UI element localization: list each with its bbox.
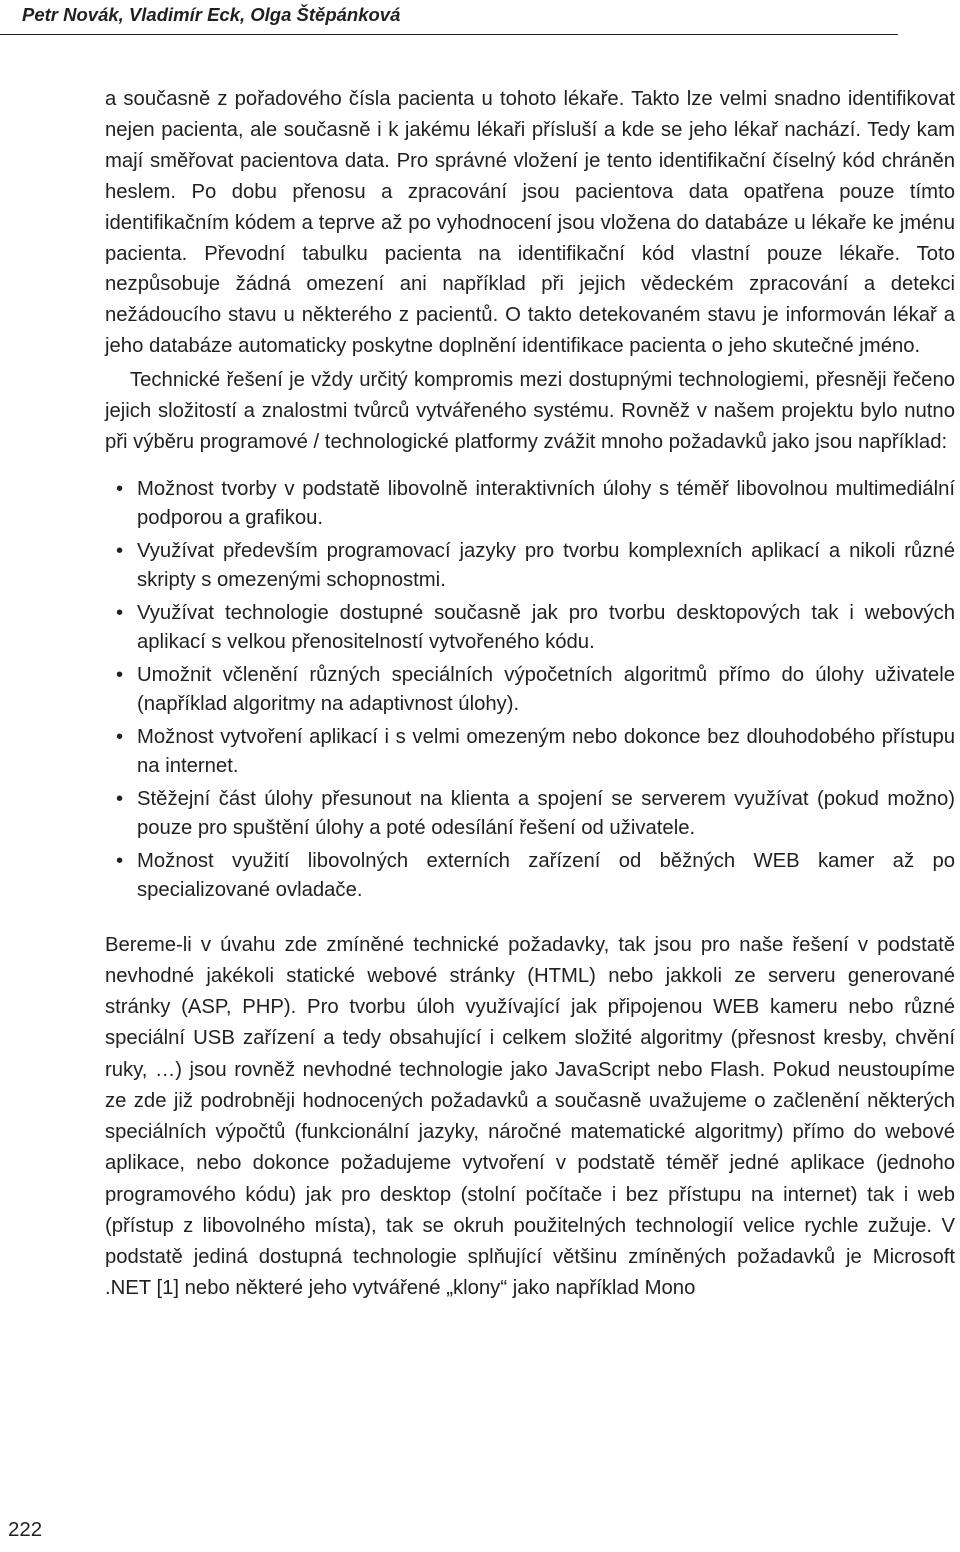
paragraph: Bereme-li v úvahu zde zmíněné technické požadavky, tak jsou pro naše řešení v podstatě nevhodné jakékoli statické webové stránky (HTML) nebo jakkoli ze serveru generované stránky (ASP, PHP). Pro tvorbu úloh využívající jak připojenou WEB kameru nebo různé speciální USB zařízení a tedy obsahující i celkem složité algoritmy (přesnost kresby, chvění ruky, …) jsou rovněž nevhodné technologie jako JavaScript nebo Flash. Pokud neustoupíme ze zde již podrobněji hodnocených požadavků a současně uvažujeme o začlenění některých speciálních výpočtů (funkcionální jazyky, náročné matematické algoritmy) přímo do webové aplikace, nebo dokonce požadujeme vytvoření v podstatě téměř jedné aplikace (jednoho programového kódu) jak pro desktop (stolní počítače i bez přístupu na internet) tak i web (přístup z libovolného místa), tak se okruh použitelných technologií velice rychle zužuje. V podstatě jediná dostupná technologie splňující většinu zmíněných požadavků je Microsoft .NET [1] nebo některé jeho vytvářené „klony“ jako například Mono bbox=[105, 933, 955, 1300]
list-item-text: Umožnit včlenění různých speciálních výpočetních algoritmů přímo do úlohy uživatele (například algoritmy na adaptivnost úlohy). bbox=[137, 663, 955, 716]
list-item-text: Možnost využití libovolných externích zařízení od běžných WEB kamer až po specializované ovladače. bbox=[137, 849, 955, 902]
list-item bbox=[105, 537, 955, 596]
bullet-marker: • bbox=[116, 539, 124, 562]
list-item bbox=[105, 785, 955, 844]
paragraph: Technické řešení je vždy určitý kompromis mezi dostupnými technologiemi, přesněji řečeno jejich složitostí a znalostmi tvůrců vytvářeného systému. Rovněž v našem projektu bylo nutno při výběru programové / technologické platformy zvážit mnoho požadavků jako jsou například: bbox=[105, 369, 955, 453]
bullet-marker: • bbox=[116, 663, 124, 686]
list-item bbox=[105, 475, 955, 534]
bullet-marker: • bbox=[116, 477, 124, 500]
list-item-text: Možnost vytvoření aplikací i s velmi omezeným nebo dokonce bez dlouhodobého přístupu na internet. bbox=[137, 725, 955, 778]
requirements-list bbox=[105, 475, 955, 906]
bullet-marker: • bbox=[116, 601, 124, 624]
page-number: 222 bbox=[8, 1518, 43, 1541]
list-item-text: Využívat technologie dostupné současně jak pro tvorbu desktopových tak i webových aplikací s velkou přenositelností vytvořeného kódu. bbox=[137, 601, 955, 654]
list-item-text: Stěžejní část úlohy přesunout na klienta a spojení se serverem využívat (pokud možno) pouze pro spuštění úlohy a poté odesílání řešení od uživatele. bbox=[137, 787, 955, 840]
bullet-marker: • bbox=[116, 725, 124, 748]
header-divider bbox=[0, 34, 898, 35]
bullet-marker: • bbox=[116, 849, 124, 872]
list-item-text: Využívat především programovací jazyky pro tvorbu komplexních aplikací a nikoli různé skripty s omezenými schopnostmi. bbox=[137, 539, 955, 592]
list-item bbox=[105, 723, 955, 782]
list-item bbox=[105, 661, 955, 720]
list-item bbox=[105, 599, 955, 658]
list-item-text: Možnost tvorby v podstatě libovolně interaktivních úlohy s téměř libovolnou multimediální podporou a grafikou. bbox=[137, 477, 955, 530]
paragraph: a současně z pořadového čísla pacienta u tohoto lékaře. Takto lze velmi snadno identifikovat nejen pacienta, ale současně i k jakému lékaři přísluší a kde se jeho lékař nachází. Tedy kam mají směřovat pacientova data. Pro správné vložení je tento identifikační číselný kód chráněn heslem. Po dobu přenosu a zpracování jsou pacientova data opatřena pouze tímto identifikačním kódem a teprve až po vyhodnocení jsou vložena do databáze u lékaře ke jménu pacienta. Převodní tabulku pacienta na identifikační kód vlastní pouze lékaře. Toto nezpůsobuje žádná omezení ani například při jejich vědeckém zpracování a detekci nežádoucího stavu u některého z pacientů. O takto detekovaném stavu je informován lékař a jeho databáze automaticky poskytne doplnění identifikace pacienta o jeho skutečné jméno. bbox=[105, 88, 955, 358]
bullet-marker: • bbox=[116, 787, 124, 810]
article-body bbox=[105, 84, 955, 1304]
list-item bbox=[105, 847, 955, 906]
running-header-authors: Petr Novák, Vladimír Eck, Olga Štěpánková bbox=[22, 4, 401, 25]
